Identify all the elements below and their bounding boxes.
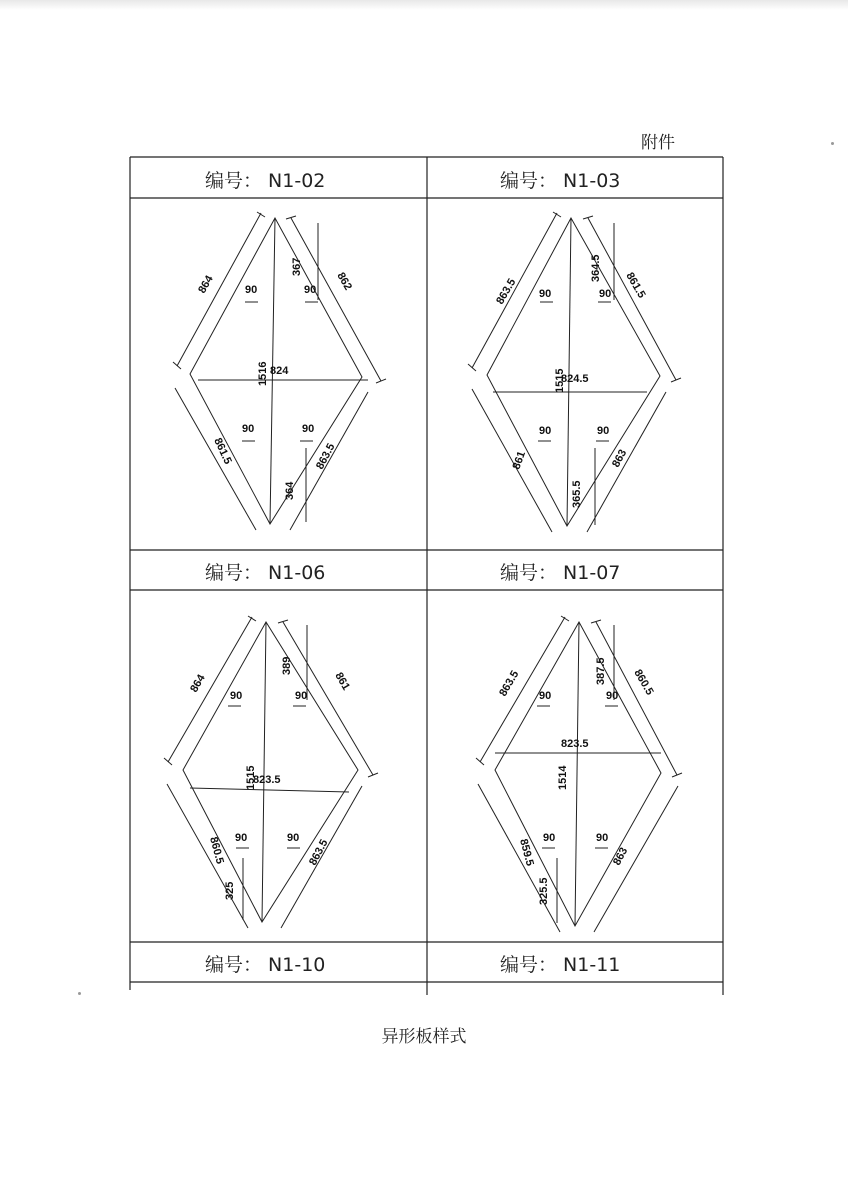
n1-07-dim-top-v: 387.5	[595, 657, 607, 685]
n1-07-dim-off-ur: 90	[606, 690, 619, 702]
figure-caption: 异形板样式	[381, 1027, 467, 1047]
n1-03-dim-off-lr: 90	[597, 425, 610, 437]
n1-02-dim-off-ur: 90	[304, 284, 317, 296]
n1-03-dim-ll: 861	[510, 449, 529, 472]
n1-03-dim-width: 824.5	[561, 373, 589, 385]
n1-06-plate-outline	[183, 622, 358, 922]
n1-07-dim-ur: 860.5	[631, 667, 656, 698]
header-n1-10: 编号： N1-10	[205, 954, 326, 976]
n1-02-dim-off-ll: 90	[242, 423, 255, 435]
n1-06-dim-ul: 864	[188, 672, 208, 695]
n1-06-dim-off-ul: 90	[230, 690, 243, 702]
n1-06-dim-ur: 861	[332, 670, 352, 693]
n1-03-dim-lr: 863	[610, 447, 630, 470]
n1-02-dim-off-lr: 90	[302, 423, 315, 435]
n1-07-dim-off-ul: 90	[539, 690, 552, 702]
n1-02-dim-off-ul: 90	[245, 284, 258, 296]
n1-06-dim-ll: 860.5	[207, 835, 226, 866]
n1-02-dim-bot-v: 364	[284, 481, 296, 500]
panel-n1-06-drawing	[164, 616, 378, 928]
scan-speck	[831, 142, 834, 145]
n1-06-dim-off-lr: 90	[287, 832, 300, 844]
n1-03-dim-ul: 863.5	[494, 276, 519, 307]
n1-02-dim-height: 1516	[257, 361, 269, 386]
n1-07-dim-ul: 863.5	[497, 668, 522, 699]
n1-06-dim-off-ur: 90	[295, 690, 308, 702]
n1-07-dim-height: 1514	[557, 765, 569, 790]
n1-02-dim-width: 824	[270, 365, 289, 377]
n1-07-dim-bot-v: 325.5	[538, 877, 550, 905]
header-n1-02: 编号： N1-02	[205, 170, 326, 192]
n1-03-dim-bot-v: 365.5	[571, 480, 583, 508]
panel-n1-02-drawing	[173, 212, 386, 530]
n1-06-dim-top-v: 389	[281, 656, 293, 675]
header-n1-11: 编号： N1-11	[500, 954, 621, 976]
n1-06-dim-width: 823.5	[253, 774, 281, 786]
attachment-label: 附件	[641, 133, 675, 153]
n1-07-dim-off-ll: 90	[543, 832, 556, 844]
n1-02-dim-ll: 861.5	[211, 436, 234, 467]
n1-06-dim-bot-v: 325	[224, 881, 236, 900]
n1-02-dim-ur: 862	[334, 270, 354, 293]
n1-03-dim-ur: 861.5	[623, 270, 648, 301]
panel-n1-07-drawing	[476, 616, 682, 932]
n1-03-dim-off-ul: 90	[539, 288, 552, 300]
n1-02-dim-top-v: 367	[291, 257, 303, 276]
n1-07-dim-width: 823.5	[561, 738, 589, 750]
n1-07-dim-off-lr: 90	[596, 832, 609, 844]
n1-03-plate-outline	[487, 218, 660, 526]
n1-03-dim-top-v: 364.5	[590, 254, 602, 282]
n1-02-dim-lr: 863.5	[314, 441, 338, 472]
n1-02-dim-ul: 864	[196, 273, 216, 296]
n1-06-dim-lr: 863.5	[307, 837, 331, 868]
n1-07-dim-ll: 859.5	[517, 837, 536, 868]
n1-06-dim-height: 1515	[245, 765, 257, 790]
n1-03-dim-off-ur: 90	[599, 288, 612, 300]
n1-03-dim-off-ll: 90	[539, 425, 552, 437]
header-n1-07: 编号： N1-07	[500, 562, 621, 584]
scan-speck	[78, 992, 81, 995]
n1-07-dim-lr: 863	[611, 845, 631, 868]
header-n1-06: 编号： N1-06	[205, 562, 326, 584]
n1-06-dim-off-ll: 90	[235, 832, 248, 844]
header-n1-03: 编号： N1-03	[500, 170, 621, 192]
panel-n1-03-drawing	[468, 212, 681, 532]
n1-03-dim-height: 1515	[554, 368, 566, 393]
